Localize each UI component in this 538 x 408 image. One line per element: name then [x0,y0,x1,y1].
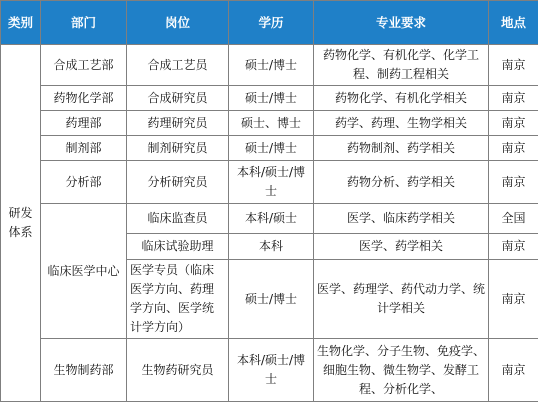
location-cell: 南京 [489,339,538,402]
table-row [1,161,538,204]
education-cell: 本科/硕士 [229,204,314,234]
position-cell: 临床试验助理 [127,234,229,260]
table-row [1,136,538,161]
education-cell: 本科/硕士/博士 [229,161,314,204]
header-position: 岗位 [127,1,229,45]
requirement-cell: 药物制剂、药学相关 [314,136,489,161]
requirement-cell: 医学、药学相关 [314,234,489,260]
department-cell: 合成工艺部 [41,45,127,86]
location-cell: 全国 [489,204,538,234]
position-cell: 临床监查员 [127,204,229,234]
location-cell: 南京 [489,161,538,204]
table-row [1,45,538,86]
position-cell: 合成研究员 [127,86,229,111]
education-cell: 硕士/博士 [229,260,314,339]
position-cell: 合成工艺员 [127,45,229,86]
header-category-label: 类别 [7,15,33,30]
header-category [1,1,41,45]
header-location: 地点 [489,1,538,45]
header-education: 学历 [229,1,314,45]
education-cell: 硕士/博士 [229,45,314,86]
position-cell: 生物药研究员 [127,339,229,402]
location-cell: 南京 [489,136,538,161]
requirement-cell: 药物分析、药学相关 [314,161,489,204]
position-cell: 药理研究员 [127,111,229,136]
table-row [1,111,538,136]
department-cell: 药理部 [41,111,127,136]
table-row [1,86,538,111]
department-cell: 药物化学部 [41,86,127,111]
position-cell: 分析研究员 [127,161,229,204]
position-cell: 制剂研究员 [127,136,229,161]
requirement-cell: 生物化学、分子生物、免疫学、细胞生物、微生物学、发酵工程、分析化学、 [314,339,489,402]
table-row [1,339,538,402]
header-department: 部门 [41,1,127,45]
requirement-cell: 药学、药理、生物学相关 [314,111,489,136]
education-cell: 本科/硕士/博士 [229,339,314,402]
location-cell: 南京 [489,111,538,136]
education-cell: 本科 [229,234,314,260]
header-requirement: 专业要求 [314,1,489,45]
location-cell: 南京 [489,234,538,260]
department-cell: 临床医学中心 [41,204,127,339]
department-cell: 分析部 [41,161,127,204]
position-cell: 医学专员（临床医学方向、药理学方向、医学统计学方向） [127,260,229,339]
requirement-cell: 医学、药理学、药代动力学、统计学相关 [314,260,489,339]
department-cell: 制剂部 [41,136,127,161]
location-cell: 南京 [489,260,538,339]
location-cell: 南京 [489,86,538,111]
category-cell [1,45,41,402]
education-cell: 硕士、博士 [229,111,314,136]
table-row [1,204,538,234]
requirement-cell: 药物化学、有机化学相关 [314,86,489,111]
education-cell: 硕士/博士 [229,86,314,111]
header-row [1,1,538,45]
department-cell: 生物制药部 [41,339,127,402]
requirement-cell: 药物化学、有机化学、化学工程、制药工程相关 [314,45,489,86]
location-cell: 南京 [489,45,538,86]
education-cell: 硕士/博士 [229,136,314,161]
category-label: 研发体系 [8,206,33,239]
requirement-cell: 医学、临床药学相关 [314,204,489,234]
